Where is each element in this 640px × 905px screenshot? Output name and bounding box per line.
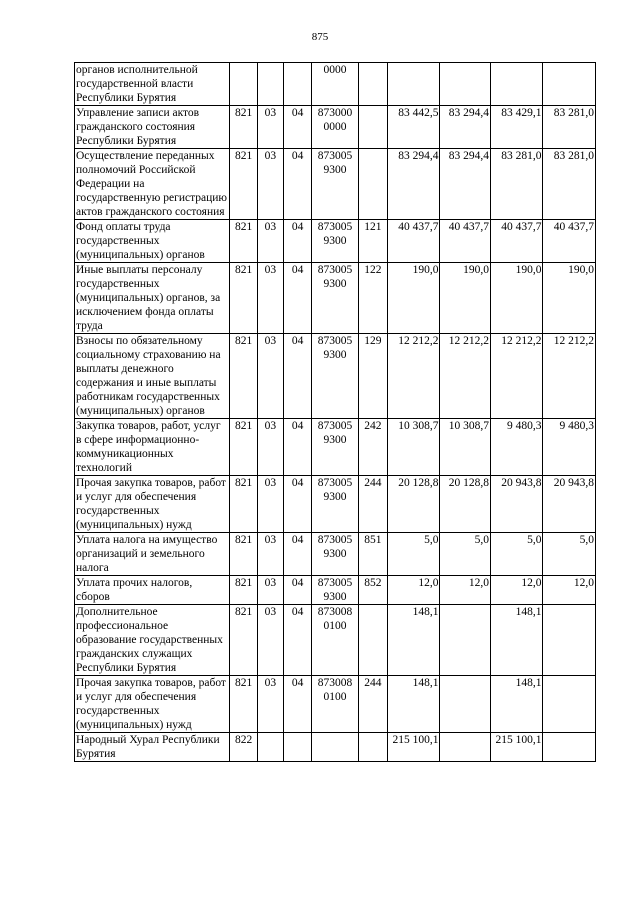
- amount-3-cell: 40 437,7: [490, 220, 543, 263]
- ministry-code-cell: 821: [230, 605, 257, 676]
- amount-1-cell: 12,0: [387, 576, 440, 605]
- amount-1-cell: 190,0: [387, 263, 440, 334]
- target-article-cell: 873008 0100: [312, 605, 358, 676]
- ministry-code-cell: 821: [230, 476, 257, 533]
- section-code-cell: 03: [257, 106, 283, 149]
- amount-1-cell: 215 100,1: [387, 733, 440, 762]
- target-article-cell: 873005 9300: [312, 263, 358, 334]
- amount-1-cell: 12 212,2: [387, 334, 440, 419]
- page-number: 875: [311, 31, 329, 43]
- amount-3-cell: 20 943,8: [490, 476, 543, 533]
- target-article-cell: 0000: [312, 63, 358, 106]
- subsection-code-cell: 04: [283, 220, 311, 263]
- target-article-cell: 873005 9300: [312, 220, 358, 263]
- amount-1-cell: 10 308,7: [387, 419, 440, 476]
- target-article-cell: 873008 0100: [312, 676, 358, 733]
- budget-table: [74, 62, 596, 762]
- amount-2-cell: [440, 605, 490, 676]
- item-name-cell: Уплата налога на имущество организаций и земельного налога: [75, 533, 230, 576]
- table-row: [75, 149, 596, 220]
- target-article-cell: 873005 9300: [312, 149, 358, 220]
- amount-1-cell: 40 437,7: [387, 220, 440, 263]
- amount-4-cell: 9 480,3: [543, 419, 596, 476]
- amount-4-cell: 12,0: [543, 576, 596, 605]
- amount-4-cell: 190,0: [543, 263, 596, 334]
- item-name-cell: Уплата прочих налогов, сборов: [75, 576, 230, 605]
- section-code-cell: 03: [257, 263, 283, 334]
- item-name-cell: Взносы по обязательному социальному страхованию на выплаты денежного содержания и иные выплаты работникам государственных (муниципальных) органов: [75, 334, 230, 419]
- table-row: [75, 63, 596, 106]
- amount-3-cell: 190,0: [490, 263, 543, 334]
- amount-2-cell: 20 128,8: [440, 476, 490, 533]
- amount-4-cell: 12 212,2: [543, 334, 596, 419]
- expense-type-cell: 121: [358, 220, 387, 263]
- expense-type-cell: [358, 106, 387, 149]
- amount-4-cell: 5,0: [543, 533, 596, 576]
- item-name-cell: Народный Хурал Республики Бурятия: [75, 733, 230, 762]
- amount-4-cell: 40 437,7: [543, 220, 596, 263]
- amount-2-cell: [440, 676, 490, 733]
- target-article-cell: 873005 9300: [312, 419, 358, 476]
- expense-type-cell: 122: [358, 263, 387, 334]
- expense-type-cell: [358, 149, 387, 220]
- amount-3-cell: 9 480,3: [490, 419, 543, 476]
- ministry-code-cell: 821: [230, 419, 257, 476]
- table-row: [75, 476, 596, 533]
- ministry-code-cell: [230, 63, 257, 106]
- ministry-code-cell: 821: [230, 220, 257, 263]
- amount-3-cell: 12 212,2: [490, 334, 543, 419]
- item-name-cell: Фонд оплаты труда государственных (муниципальных) органов: [75, 220, 230, 263]
- section-code-cell: 03: [257, 576, 283, 605]
- target-article-cell: 873000 0000: [312, 106, 358, 149]
- amount-3-cell: 5,0: [490, 533, 543, 576]
- amount-3-cell: 148,1: [490, 676, 543, 733]
- table-row: [75, 263, 596, 334]
- subsection-code-cell: 04: [283, 533, 311, 576]
- amount-2-cell: [440, 733, 490, 762]
- expense-type-cell: [358, 63, 387, 106]
- target-article-cell: 873005 9300: [312, 576, 358, 605]
- item-name-cell: Закупка товаров, работ, услуг в сфере информационно-коммуникационных технологий: [75, 419, 230, 476]
- subsection-code-cell: 04: [283, 605, 311, 676]
- section-code-cell: [257, 733, 283, 762]
- section-code-cell: 03: [257, 476, 283, 533]
- item-name-cell: органов исполнительной государственной власти Республики Бурятия: [75, 63, 230, 106]
- ministry-code-cell: 822: [230, 733, 257, 762]
- expense-type-cell: 852: [358, 576, 387, 605]
- target-article-cell: 873005 9300: [312, 334, 358, 419]
- table-row: [75, 419, 596, 476]
- amount-3-cell: 215 100,1: [490, 733, 543, 762]
- expense-type-cell: [358, 605, 387, 676]
- amount-2-cell: [440, 63, 490, 106]
- amount-2-cell: 190,0: [440, 263, 490, 334]
- section-code-cell: 03: [257, 149, 283, 220]
- expense-type-cell: 851: [358, 533, 387, 576]
- table-row: [75, 334, 596, 419]
- subsection-code-cell: 04: [283, 676, 311, 733]
- amount-4-cell: 83 281,0: [543, 149, 596, 220]
- subsection-code-cell: 04: [283, 576, 311, 605]
- table-row: [75, 576, 596, 605]
- amount-4-cell: [543, 605, 596, 676]
- section-code-cell: 03: [257, 605, 283, 676]
- ministry-code-cell: 821: [230, 106, 257, 149]
- target-article-cell: [312, 733, 358, 762]
- subsection-code-cell: 04: [283, 263, 311, 334]
- amount-1-cell: 148,1: [387, 676, 440, 733]
- item-name-cell: Иные выплаты персоналу государственных (муниципальных) органов, за исключением фонда оплаты труда: [75, 263, 230, 334]
- amount-3-cell: 12,0: [490, 576, 543, 605]
- subsection-code-cell: 04: [283, 149, 311, 220]
- expense-type-cell: 244: [358, 476, 387, 533]
- amount-3-cell: 148,1: [490, 605, 543, 676]
- amount-2-cell: 12,0: [440, 576, 490, 605]
- table-row: [75, 106, 596, 149]
- expense-type-cell: 242: [358, 419, 387, 476]
- amount-1-cell: 5,0: [387, 533, 440, 576]
- table-row: [75, 220, 596, 263]
- amount-4-cell: [543, 733, 596, 762]
- target-article-cell: 873005 9300: [312, 476, 358, 533]
- amount-1-cell: 148,1: [387, 605, 440, 676]
- amount-4-cell: 83 281,0: [543, 106, 596, 149]
- amount-3-cell: 83 281,0: [490, 149, 543, 220]
- section-code-cell: 03: [257, 533, 283, 576]
- subsection-code-cell: [283, 733, 311, 762]
- amount-3-cell: 83 429,1: [490, 106, 543, 149]
- subsection-code-cell: 04: [283, 476, 311, 533]
- table-row: [75, 533, 596, 576]
- subsection-code-cell: 04: [283, 106, 311, 149]
- ministry-code-cell: 821: [230, 676, 257, 733]
- amount-4-cell: 20 943,8: [543, 476, 596, 533]
- amount-2-cell: 83 294,4: [440, 149, 490, 220]
- target-article-cell: 873005 9300: [312, 533, 358, 576]
- table-row: [75, 733, 596, 762]
- item-name-cell: Осуществление переданных полномочий Российской Федерации на государственную регистрацию актов гражданского состояния: [75, 149, 230, 220]
- item-name-cell: Прочая закупка товаров, работ и услуг для обеспечения государственных (муниципальных) нужд: [75, 676, 230, 733]
- table-row: [75, 676, 596, 733]
- amount-1-cell: [387, 63, 440, 106]
- subsection-code-cell: 04: [283, 419, 311, 476]
- expense-type-cell: 244: [358, 676, 387, 733]
- ministry-code-cell: 821: [230, 149, 257, 220]
- amount-1-cell: 83 442,5: [387, 106, 440, 149]
- amount-1-cell: 20 128,8: [387, 476, 440, 533]
- expense-type-cell: 129: [358, 334, 387, 419]
- amount-1-cell: 83 294,4: [387, 149, 440, 220]
- item-name-cell: Прочая закупка товаров, работ и услуг для обеспечения государственных (муниципальных) нужд: [75, 476, 230, 533]
- amount-4-cell: [543, 676, 596, 733]
- section-code-cell: 03: [257, 419, 283, 476]
- expense-type-cell: [358, 733, 387, 762]
- amount-2-cell: 83 294,4: [440, 106, 490, 149]
- ministry-code-cell: 821: [230, 263, 257, 334]
- amount-3-cell: [490, 63, 543, 106]
- amount-2-cell: 12 212,2: [440, 334, 490, 419]
- subsection-code-cell: 04: [283, 334, 311, 419]
- section-code-cell: 03: [257, 334, 283, 419]
- ministry-code-cell: 821: [230, 334, 257, 419]
- amount-2-cell: 40 437,7: [440, 220, 490, 263]
- section-code-cell: 03: [257, 220, 283, 263]
- section-code-cell: [257, 63, 283, 106]
- table-row: [75, 605, 596, 676]
- item-name-cell: Дополнительное профессиональное образование государственных гражданских служащих Республики Бурятия: [75, 605, 230, 676]
- section-code-cell: 03: [257, 676, 283, 733]
- amount-2-cell: 10 308,7: [440, 419, 490, 476]
- subsection-code-cell: [283, 63, 311, 106]
- ministry-code-cell: 821: [230, 576, 257, 605]
- amount-2-cell: 5,0: [440, 533, 490, 576]
- amount-4-cell: [543, 63, 596, 106]
- item-name-cell: Управление записи актов гражданского состояния Республики Бурятия: [75, 106, 230, 149]
- ministry-code-cell: 821: [230, 533, 257, 576]
- budget-table-body: [75, 63, 596, 762]
